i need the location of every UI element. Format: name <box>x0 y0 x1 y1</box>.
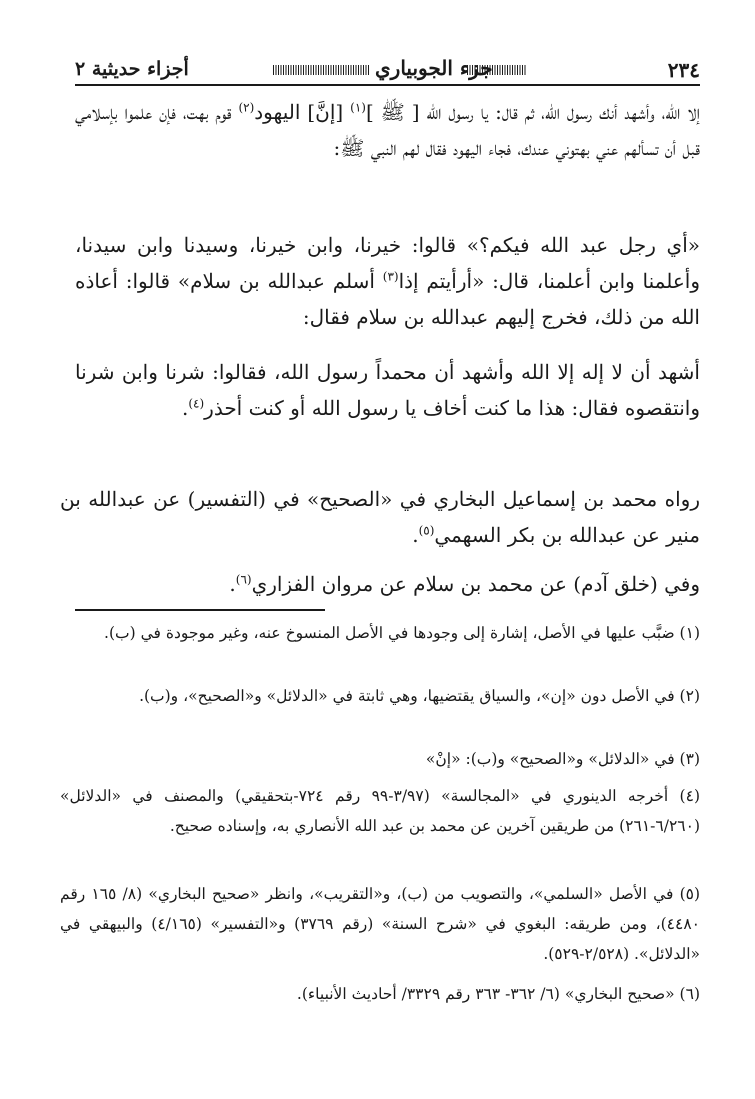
footnote-5: (٥) في الأصل «السلمي»، والتصويب من (ب)، و«التقريب»، وانظر «صحيح البخاري» (٨/ ١٦٥ رقم ٤٤٨٠)، ومن طريقه: البغوي في «شرح السنة» (رقم ٣٧٦٩) و«التفسير» (٤/١٦٥) والبيهقي في «الدلائل». (٢/٥٢٨-٥٢٩). <box>60 885 701 963</box>
paragraph-text: أشهد أن لا إله إلا الله وأشهد أن محمداً رسول الله، فقالوا: شرنا وابن شرنا وانتقصوه فقال: هذا ما كنت أخاف يا رسول الله أو كنت أحذر <box>75 360 700 420</box>
paragraph-1 <box>75 94 700 166</box>
paragraph-5 <box>75 566 700 602</box>
book-title: جزء الجوبياري <box>375 56 493 80</box>
paragraph-text: وفي (خلق آدم) عن محمد بن سلام عن مروان الفزاري <box>251 572 700 596</box>
header-rule <box>75 84 700 86</box>
footnote-ref-2: (٢) <box>238 100 255 115</box>
footnote-ref-1: (١) <box>350 100 366 115</box>
paragraph-text: رواه محمد بن إسماعيل البخاري في «الصحيح» في (التفسير) عن عبدالله بن منير عن عبدالله بن بكر السهمي <box>60 487 700 547</box>
paragraph-text: [إنَّ] اليهود <box>254 100 351 124</box>
footnote-3: (٣) في «الدلائل» و«الصحيح» و(ب): «إنْ» <box>425 750 700 768</box>
footnote-ref-5: (٥) <box>418 523 435 538</box>
paragraph-text: إلا الله، وأشهد أنك رسول الله، ثم قال: يا رسول الله [ ﷺ ] <box>365 100 700 124</box>
footnote-2: (٢) في الأصل دون «إن»، والسياق يقتضيها، وهي ثابتة في «الدلائل» و«الصحيح»، و(ب). <box>139 687 700 705</box>
paragraph-text: . <box>181 396 189 420</box>
footnote-1: (١) ضبَّب عليها في الأصل، إشارة إلى وجودها في الأصل المنسوخ عنه، وغير موجودة في (ب). <box>104 624 700 642</box>
paragraph-text: أسلم عبدالله بن سلام» قالوا: أعاذه الله من ذلك، فخرج إليهم عبدالله بن سلام فقال: <box>75 269 700 329</box>
running-header <box>75 56 700 86</box>
paragraph-2 <box>75 227 700 335</box>
paragraph-4 <box>60 481 700 553</box>
header-ornament-left <box>273 65 369 75</box>
series-title: أجزاء حديثية ٢ <box>75 58 189 80</box>
paragraph-text: . <box>412 523 419 547</box>
footnote-ref-4: (٤) <box>188 396 205 411</box>
footnote-ref-6: (٦) <box>235 572 252 587</box>
paragraph-text: «أي رجل عبد الله فيكم؟» قالوا: خيرنا، وابن خيرنا، وسيدنا وابن سيدنا، وأعلمنا وابن أعلمنا، قال: «أرأيتم إذا <box>75 233 701 293</box>
paragraph-text: قوم بهت، فإن علموا بإسلامي قبل أن تسألهم عني بهتوني عندك، فجاء اليهود فقال لهم النبي ﷺ: <box>75 100 700 160</box>
footnote-separator <box>75 609 325 611</box>
paragraph-text: . <box>229 572 236 596</box>
page-number: ٢٣٤ <box>667 58 700 82</box>
footnote-6: (٦) «صحيح البخاري» (٦/ ٣٦٢- ٣٦٣ رقم ٣٣٢٩/ أحاديث الأنبياء). <box>296 985 700 1003</box>
footnote-4: (٤) أخرجه الدينوري في «المجالسة» (٣/٩٧-٩٩ رقم ٧٢٤-بتحقيقي) والمصنف في «الدلائل» (٦/٢٦٠-٢٦١) من طريقين آخرين عن محمد بن عبد الله الأنصاري به، وإسناده صحيح. <box>60 787 700 835</box>
footnote-ref-3: (٣) <box>382 269 399 284</box>
paragraph-3 <box>75 354 700 426</box>
